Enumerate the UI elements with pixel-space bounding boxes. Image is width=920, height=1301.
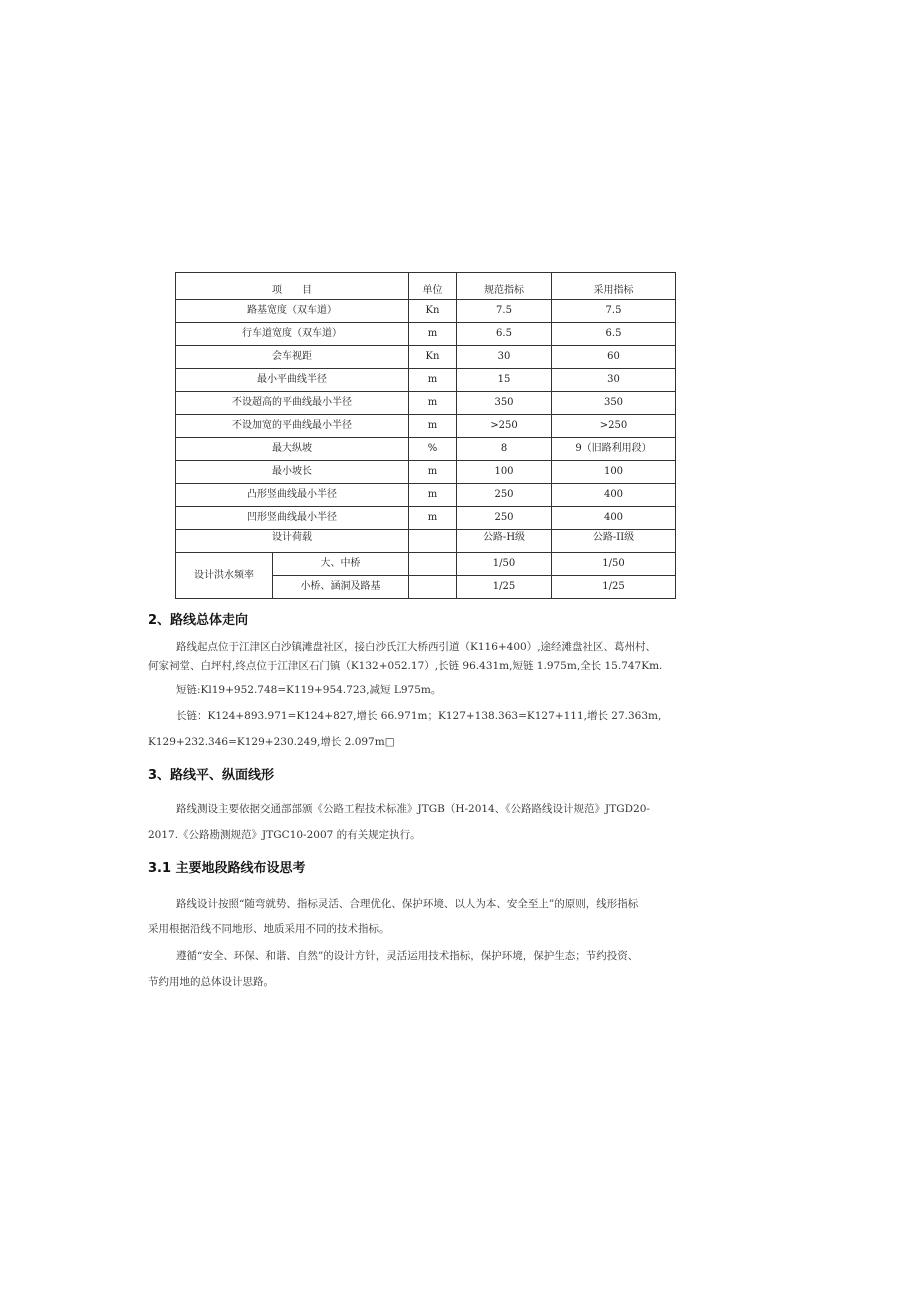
row-adopted: 30 (552, 369, 676, 392)
row-item: 凹形竖曲线最小半径 (176, 507, 409, 530)
row-unit: m (409, 484, 457, 507)
row-adopted: 公路-II级 (552, 530, 676, 553)
row-item: 最小平曲线半径 (176, 369, 409, 392)
row-standard: 7.5 (457, 300, 552, 323)
table-row (176, 392, 676, 415)
row-item: 最小坡长 (176, 461, 409, 484)
header-item: 项 目 (176, 273, 409, 300)
row-adopted: >250 (552, 415, 676, 438)
table-row (176, 415, 676, 438)
row-standard: 1/50 (457, 553, 552, 576)
row-unit: Kn (409, 346, 457, 369)
row-unit (409, 553, 457, 576)
section-2-long-chain-line-1: 长链：K124+893.971=K124+827,增长 66.971m；K127+138.363=K127+111,增长 27.363m, (176, 710, 662, 722)
row-standard: 1/25 (457, 576, 552, 599)
row-adopted: 400 (552, 484, 676, 507)
row-unit: m (409, 369, 457, 392)
row-standard: >250 (457, 415, 552, 438)
row-unit: m (409, 507, 457, 530)
table-header-row (176, 273, 676, 300)
table-row (176, 484, 676, 507)
row-unit: % (409, 438, 457, 461)
section-3-paragraph-line-1: 路线测设主要依据交通部部颁《公路工程技术标准》JTGB（H-2014、《公路路线设计规范》JTGD20- (176, 803, 650, 815)
row-standard: 30 (457, 346, 552, 369)
section-3-1-paragraph-1-line-1: 路线设计按照“随弯就势、指标灵活、合理优化、保护环境、以人为本、安全至上”的原则，线形指标 (176, 898, 639, 910)
header-standard: 规范指标 (457, 273, 552, 300)
spec-table (175, 272, 676, 599)
row-unit: Kn (409, 300, 457, 323)
row-item: 最大纵坡 (176, 438, 409, 461)
section-2-heading: 2、路线总体走向 (148, 613, 249, 628)
row-unit: m (409, 392, 457, 415)
row-item: 不设超高的平曲线最小半径 (176, 392, 409, 415)
table-row (176, 300, 676, 323)
row-standard: 250 (457, 484, 552, 507)
table-row (176, 530, 676, 553)
table-row (176, 369, 676, 392)
section-3-heading: 3、路线平、纵面线形 (148, 768, 275, 783)
section-3-1-paragraph-2-line-2: 节约用地的总体设计思路。 (148, 976, 274, 988)
section-2-paragraph-1-line-1: 路线起点位于江津区白沙镇滩盘社区，接白沙氏江大桥西引道（K116+400）,途经滩盘社区、葛州村、 (176, 641, 657, 653)
row-unit (409, 530, 457, 553)
row-unit (409, 576, 457, 599)
section-3-1-heading: 3.1 主要地段路线布设思考 (148, 861, 306, 876)
row-adopted: 60 (552, 346, 676, 369)
table-row (176, 553, 676, 576)
header-unit: 单位 (409, 273, 457, 300)
row-unit: m (409, 415, 457, 438)
table-row (176, 461, 676, 484)
table-row (176, 323, 676, 346)
section-2-paragraph-1-line-2: 何家祠堂、白坪村,终点位于江津区石门镇（K132+052.17）,长链 96.431m,短链 1.975m,全长 15.747Km. (148, 660, 663, 672)
row-item: 大、中桥 (273, 553, 409, 576)
row-unit: m (409, 323, 457, 346)
row-standard: 250 (457, 507, 552, 530)
row-standard: 8 (457, 438, 552, 461)
row-item: 行车道宽度（双车道） (176, 323, 409, 346)
flood-label: 设计洪水频率 (176, 553, 273, 599)
row-adopted: 1/25 (552, 576, 676, 599)
row-item: 路基宽度（双车道） (176, 300, 409, 323)
row-standard: 6.5 (457, 323, 552, 346)
row-adopted: 1/50 (552, 553, 676, 576)
section-3-1-paragraph-1-line-2: 采用根据沿线不同地形、地质采用不同的技术指标。 (148, 923, 390, 935)
table-row (176, 346, 676, 369)
row-adopted: 400 (552, 507, 676, 530)
section-2-long-chain-line-2: K129+232.346=K129+230.249,增长 2.097m□ (148, 736, 395, 748)
section-3-1-paragraph-2-line-1: 遵循“安全、环保、和谐、自然”的设计方针，灵活运用技术指标，保护环境，保护生态；节约投资、 (176, 950, 639, 962)
row-item: 设计荷载 (176, 530, 409, 553)
row-adopted: 100 (552, 461, 676, 484)
row-unit: m (409, 461, 457, 484)
row-standard: 100 (457, 461, 552, 484)
section-2-short-chain: 短链:Kl19+952.748=K119+954.723,减短 L975m。 (176, 684, 442, 696)
row-adopted: 350 (552, 392, 676, 415)
row-item: 小桥、涵洞及路基 (273, 576, 409, 599)
row-standard: 350 (457, 392, 552, 415)
section-3-paragraph-line-2: 2017.《公路勘测规范》JTGC10-2007 的有关规定执行。 (148, 829, 421, 841)
row-item: 会车视距 (176, 346, 409, 369)
row-item: 不设加宽的平曲线最小半径 (176, 415, 409, 438)
table-row (176, 438, 676, 461)
row-adopted: 9（旧路利用段） (552, 438, 676, 461)
row-adopted: 7.5 (552, 300, 676, 323)
row-item: 凸形竖曲线最小半径 (176, 484, 409, 507)
row-standard: 15 (457, 369, 552, 392)
row-adopted: 6.5 (552, 323, 676, 346)
header-adopted: 采用指标 (552, 273, 676, 300)
row-standard: 公路-H级 (457, 530, 552, 553)
table-row (176, 507, 676, 530)
